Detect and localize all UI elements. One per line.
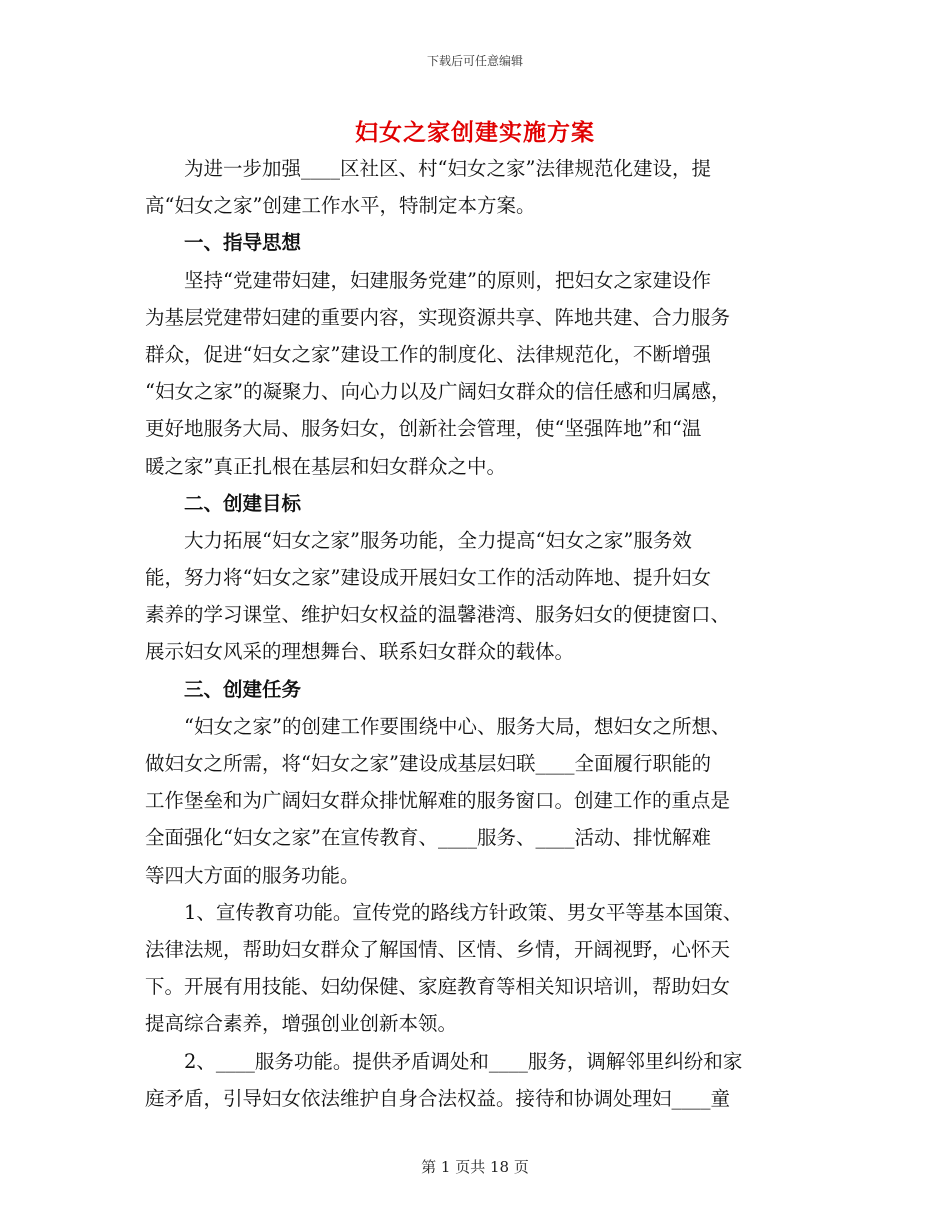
paragraph-line: 坚持“党建带妇建，妇建服务党建”的原则，把妇女之家建设作 <box>184 268 711 292</box>
paragraph-line: 更好地服务大局、服务妇女，创新社会管理，使“坚强阵地”和“温 <box>145 417 702 441</box>
paragraph-line: 素养的学习课堂、维护妇女权益的温馨港湾、服务妇女的便捷窗口、 <box>145 603 731 627</box>
paragraph-line: 工作堡垒和为广阔妇女群众排忧解难的服务窗口。创建工作的重点是 <box>145 789 731 813</box>
paragraph-line: 提高综合素养，增强创业创新本领。 <box>145 1012 458 1036</box>
section-heading: 二、创建目标 <box>184 491 302 515</box>
page-footer: 第 1 页共 18 页 <box>421 1158 529 1176</box>
paragraph-line: 展示妇女风采的理想舞台、联系妇女群众的载体。 <box>145 640 575 664</box>
paragraph-line: 庭矛盾，引导妇女依法维护自身合法权益。接待和协调处理妇____童 <box>145 1086 731 1110</box>
document-title: 妇女之家创建实施方案 <box>355 119 595 146</box>
paragraph-line: 为基层党建带妇建的重要内容，实现资源共享、阵地共建、合力服务 <box>145 305 731 329</box>
paragraph-line: “妇女之家”的凝聚力、向心力以及广阔妇女群众的信任感和归属感， <box>145 380 731 404</box>
section-heading: 一、指导思想 <box>184 231 302 255</box>
paragraph-line: 高“妇女之家”创建工作水平，特制定本方案。 <box>145 194 536 218</box>
paragraph-line: 能，努力将“妇女之家”建设成开展妇女工作的活动阵地、提升妇女 <box>145 566 711 590</box>
paragraph-line: 法律法规，帮助妇女群众了解国情、区情、乡情，开阔视野，心怀天 <box>145 937 731 961</box>
paragraph-line: 大力拓展“妇女之家”服务功能，全力提高“妇女之家”服务效 <box>184 528 692 552</box>
header-note: 下载后可任意编辑 <box>426 54 523 68</box>
paragraph-line: 暖之家”真正扎根在基层和妇女群众之中。 <box>145 454 506 478</box>
paragraph-line: 为进一步加强____区社区、村“妇女之家”法律规范化建设，提 <box>184 157 711 180</box>
document-body <box>145 150 810 1117</box>
paragraph-line: 群众，促进“妇女之家”建设工作的制度化、法律规范化，不断增强 <box>145 342 711 366</box>
paragraph-line: “妇女之家”的创建工作要围绕中心、服务大局，想妇女之所想、 <box>184 714 731 738</box>
paragraph-line: 全面强化“妇女之家”在宣传教育、____服务、____活动、排忧解难 <box>145 826 711 850</box>
section-heading: 三、创建任务 <box>184 677 302 701</box>
paragraph-line: 1、宣传教育功能。宣传党的路线方针政策、男女平等基本国策、 <box>184 900 743 924</box>
paragraph-line: 2、____服务功能。提供矛盾调处和____服务，调解邻里纠纷和家 <box>184 1049 743 1073</box>
paragraph-line: 下。开展有用技能、妇幼保健、家庭教育等相关知识培训，帮助妇女 <box>145 975 731 999</box>
paragraph-line: 做妇女之所需，将“妇女之家”建设成基层妇联____全面履行职能的 <box>145 752 711 775</box>
paragraph-line: 等四大方面的服务功能。 <box>145 863 360 887</box>
